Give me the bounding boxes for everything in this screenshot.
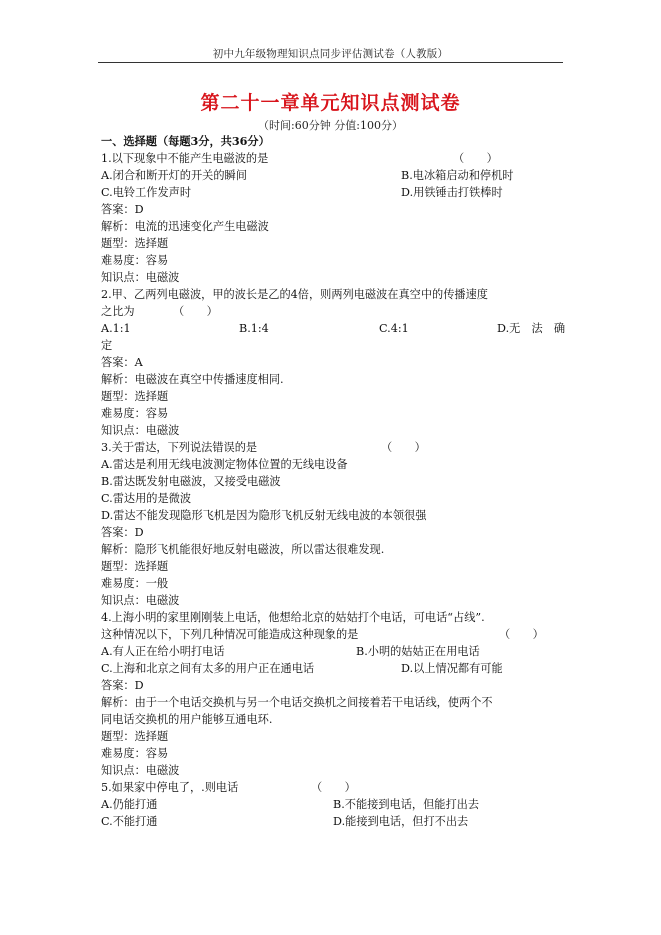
knowledge-point: 知识点：电磁波 — [101, 424, 180, 437]
analysis: 解析：电流的迅速变化产生电磁波 — [101, 220, 269, 233]
answer: 答案：A — [101, 356, 143, 369]
analysis: 解析：隐形飞机能很好地反射电磁波，所以雷达很难发现. — [101, 543, 385, 556]
knowledge-point: 知识点：电磁波 — [101, 271, 180, 284]
running-header: 初中九年级物理知识点同步评估测试卷（人教版） — [212, 48, 449, 60]
option-d-cont: 定 — [101, 339, 113, 352]
option-c: C.雷达用的是微波 — [101, 492, 192, 505]
question-2-paren: （ ） — [173, 305, 218, 318]
question-type: 题型：选择题 — [101, 237, 169, 250]
option-a: A.仍能打通 — [101, 798, 158, 811]
question-3-text: 3.关于雷达，下列说法错误的是 — [101, 441, 258, 454]
difficulty: 难易度：容易 — [101, 747, 169, 760]
option-d: D.雷达不能发现隐形飞机是因为隐形飞机反射无线电波的本领很强 — [101, 509, 427, 522]
question-4-text: 4.上海小明的家里刚刚装上电话，他想给北京的姑姑打个电话，可电话“占线”. — [101, 611, 485, 624]
option-a: A.雷达是利用无线电波测定物体位置的无线电设备 — [101, 458, 348, 471]
question-type: 题型：选择题 — [101, 390, 169, 403]
answer: 答案：D — [101, 203, 144, 216]
question-1-paren: （ ） — [453, 152, 498, 165]
question-2-text-cont: 之比为 — [101, 305, 135, 318]
option-b: B.不能接到电话，但能打出去 — [333, 798, 480, 811]
page-title: 第二十一章单元知识点测试卷 — [200, 92, 461, 114]
analysis: 解析：电磁波在真空中传播速度相同. — [101, 373, 284, 386]
question-1-text: 1.以下现象中不能产生电磁波的是 — [101, 152, 269, 165]
question-4-paren: （ ） — [499, 628, 544, 641]
question-4-stem-cont — [101, 626, 561, 643]
option-c: C.上海和北京之间有太多的用户正在通电话 — [101, 662, 315, 675]
question-2-stem-cont — [101, 303, 561, 320]
question-3-stem — [101, 439, 561, 456]
option-c: C.电铃工作发声时 — [101, 186, 192, 199]
question-2-text: 2.甲、乙两列电磁波，甲的波长是乙的4倍，则两列电磁波在真空中的传播速度 — [101, 288, 488, 301]
option-b: B.小明的姑姑正在用电话 — [356, 645, 480, 658]
answer: 答案：D — [101, 526, 144, 539]
option-d: D.无 法 确 — [497, 322, 566, 335]
option-b: B.1:4 — [239, 322, 269, 335]
question-5-paren: （ ） — [311, 781, 356, 794]
knowledge-point: 知识点：电磁波 — [101, 764, 180, 777]
question-4-text-cont: 这种情况以下，下列几种情况可能造成这种现象的是 — [101, 628, 359, 641]
question-type: 题型：选择题 — [101, 560, 169, 573]
difficulty: 难易度：容易 — [101, 254, 169, 267]
difficulty: 难易度：容易 — [101, 407, 169, 420]
option-a: A.有人正在给小明打电话 — [101, 645, 225, 658]
question-1-options-cd — [101, 184, 561, 201]
question-5-options-cd — [101, 813, 561, 830]
option-d: D.用铁锤击打铁棒时 — [401, 186, 503, 199]
page-subtitle: （时间:60分钟 分值:100分） — [258, 119, 403, 132]
question-1-options-ab — [101, 167, 561, 184]
question-5-text: 5.如果家中停电了，.则电话 — [101, 781, 239, 794]
question-4-options-cd — [101, 660, 561, 677]
section-heading: 一、选择题（每题3分，共36分） — [101, 134, 270, 148]
question-type: 题型：选择题 — [101, 730, 169, 743]
option-a: A.1:1 — [101, 322, 131, 335]
question-1-stem — [101, 150, 561, 167]
option-d: D.能接到电话，但打不出去 — [333, 815, 469, 828]
option-a: A.闭合和断开灯的开关的瞬间 — [101, 169, 247, 182]
option-b: B.电冰箱启动和停机时 — [401, 169, 514, 182]
option-c: C.不能打通 — [101, 815, 158, 828]
option-c: C.4:1 — [379, 322, 409, 335]
question-content — [101, 133, 566, 830]
analysis-cont: 同电话交换机的用户能够互通电环. — [101, 713, 273, 726]
header-rule — [98, 62, 563, 63]
question-4-options-ab — [101, 643, 561, 660]
answer: 答案：D — [101, 679, 144, 692]
option-d: D.以上情况都有可能 — [401, 662, 503, 675]
analysis: 解析：由于一个电话交换机与另一个电话交换机之间接着若干电话线，使两个不 — [101, 696, 493, 709]
knowledge-point: 知识点：电磁波 — [101, 594, 180, 607]
option-b: B.雷达既发射电磁波，又接受电磁波 — [101, 475, 281, 488]
question-3-paren: （ ） — [381, 441, 426, 454]
question-2-options — [101, 320, 566, 337]
difficulty: 难易度：一般 — [101, 577, 169, 590]
question-5-stem — [101, 779, 561, 796]
question-5-options-ab — [101, 796, 561, 813]
